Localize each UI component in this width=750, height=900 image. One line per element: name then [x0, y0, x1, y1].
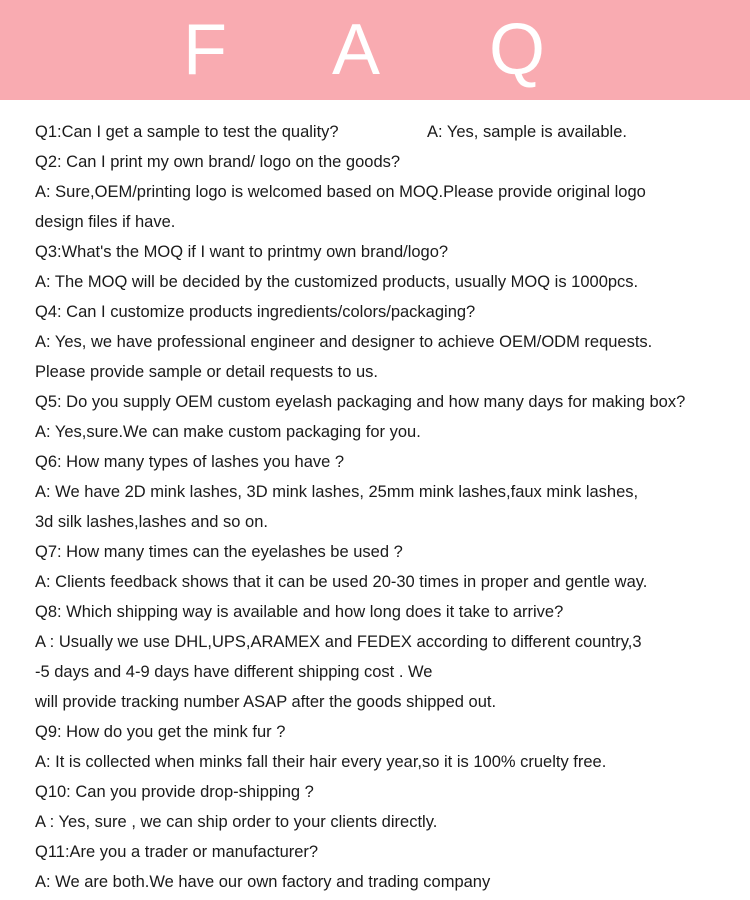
faq-answer-3: A: The MOQ will be decided by the customized products, usually MOQ is 1000pcs. [35, 273, 639, 291]
faq-answer-4-line-2: Please provide sample or detail requests to us. [35, 363, 379, 381]
header-letter-f: F [183, 10, 227, 90]
faq-answer-6-line-2: 3d silk lashes,lashes and so on. [35, 513, 268, 531]
faq-answer-9: A: It is collected when minks fall their hair every year,so it is 100% cruelty free. [35, 753, 607, 771]
faq-answer-2-line-1: A: Sure,OEM/printing logo is welcomed based on MOQ.Please provide original logo [35, 183, 646, 201]
faq-question-1: Q1:Can I get a sample to test the quality? [35, 123, 339, 141]
faq-question-3: Q3:What's the MOQ if I want to printmy own brand/logo? [35, 243, 449, 261]
faq-question-9: Q9: How do you get the mink fur ? [35, 723, 286, 741]
faq-question-7: Q7: How many times can the eyelashes be used ? [35, 543, 403, 561]
faq-question-6: Q6: How many types of lashes you have ? [35, 453, 345, 471]
faq-question-11: Q11:Are you a trader or manufacturer? [35, 843, 319, 861]
faq-answer-4-line-1: A: Yes, we have professional engineer and designer to achieve OEM/ODM requests. [35, 333, 653, 351]
faq-answer-10: A : Yes, sure , we can ship order to your clients directly. [35, 813, 438, 831]
faq-answer-8-line-3: will provide tracking number ASAP after the goods shipped out. [35, 693, 497, 711]
faq-answer-7: A: Clients feedback shows that it can be used 20-30 times in proper and gentle way. [35, 573, 648, 591]
faq-answer-2-line-2: design files if have. [35, 213, 176, 231]
faq-header-banner [0, 0, 750, 100]
faq-question-4: Q4: Can I customize products ingredients/colors/packaging? [35, 303, 476, 321]
faq-question-8: Q8: Which shipping way is available and how long does it take to arrive? [35, 603, 564, 621]
faq-answer-5: A: Yes,sure.We can make custom packaging for you. [35, 423, 421, 441]
faq-answer-8-line-2: -5 days and 4-9 days have different shipping cost . We [35, 663, 433, 681]
faq-answer-11: A: We are both.We have our own factory and trading company [35, 873, 491, 891]
faq-question-2: Q2: Can I print my own brand/ logo on the goods? [35, 153, 401, 171]
faq-answer-8-line-1: A : Usually we use DHL,UPS,ARAMEX and FEDEX according to different country,3 [35, 633, 642, 651]
header-letter-q: Q [488, 10, 545, 90]
faq-answer-1: A: Yes, sample is available. [427, 123, 627, 141]
faq-list [35, 117, 735, 897]
faq-row-q1 [35, 117, 735, 147]
header-letter-a: A [331, 10, 381, 90]
faq-answer-6-line-1: A: We have 2D mink lashes, 3D mink lashes, 25mm mink lashes,faux mink lashes, [35, 483, 639, 501]
faq-question-10: Q10: Can you provide drop-shipping ? [35, 783, 314, 801]
faq-question-5: Q5: Do you supply OEM custom eyelash packaging and how many days for making box? [35, 393, 686, 411]
